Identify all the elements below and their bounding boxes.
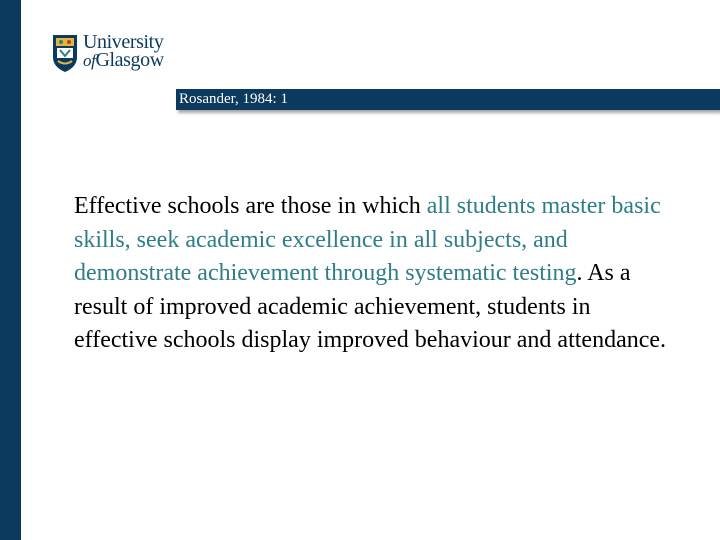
quote-text (74, 190, 674, 358)
logo-line-university: University (83, 31, 164, 53)
logo-wordmark (83, 33, 164, 70)
logo-glasgow: Glasgow (95, 49, 164, 71)
slide-title: Rosander, 1984: 1 (179, 91, 288, 107)
quote-part-1: Effective schools are those in which (74, 193, 427, 219)
logo-line-glasgow (83, 51, 164, 70)
slide-title-bar (176, 89, 720, 110)
quote-part-3: . As a result of improved academic achievement, students in effective schools display improved behaviour and attendance. (74, 260, 667, 353)
university-logo (52, 33, 182, 77)
left-accent-bar (0, 0, 21, 540)
quote-highlight: all students master basic skills, seek academic excellence in all subjects, and demonstrate achievement through systematic testing (74, 193, 661, 286)
logo-of: of (83, 51, 96, 70)
university-crest-icon (52, 33, 78, 73)
